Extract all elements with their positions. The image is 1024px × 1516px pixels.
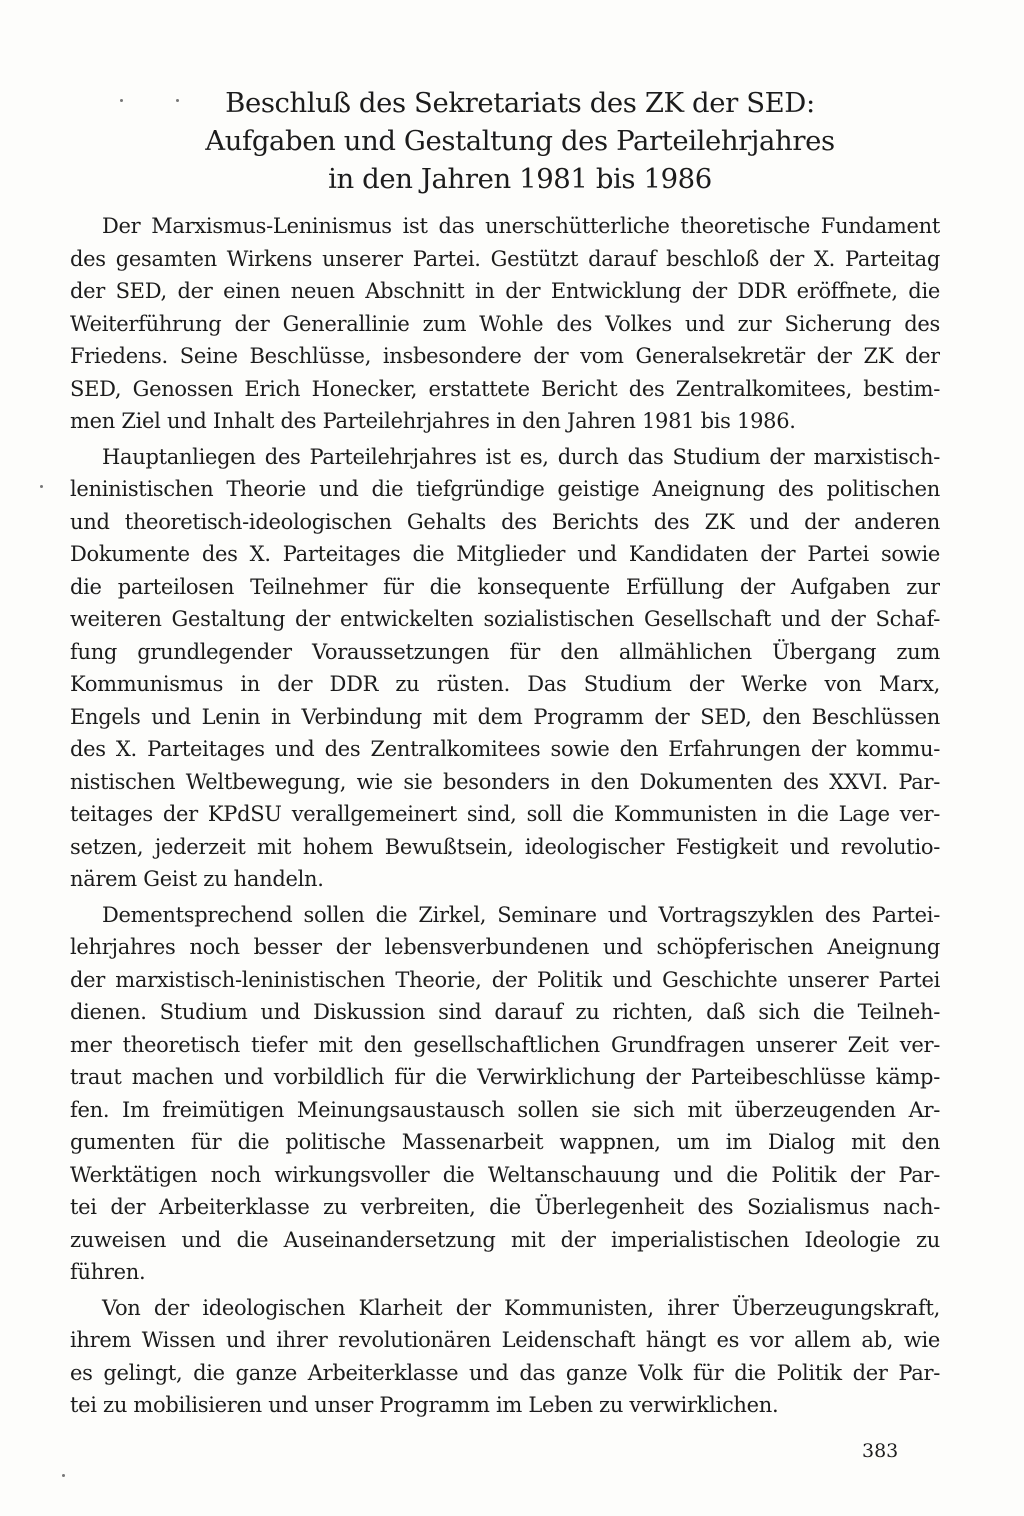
page-number: 383 xyxy=(862,1440,899,1462)
text-line: leninistischen Theorie und die tiefgründige geistige Aneignung des politischen xyxy=(70,477,940,501)
text-line: fen. Im freimütigen Meinungsaustausch sollen sie sich mit überzeugenden Ar- xyxy=(70,1097,940,1122)
text-line: SED, Genossen Erich Honecker, erstattete Bericht des Zentralkomitees, bestim- xyxy=(70,376,940,401)
text-line: und theoretisch-ideologischen Gehalts des Berichts des ZK und der anderen xyxy=(70,509,940,534)
text-line: des gesamten Wirkens unserer Partei. Gestützt darauf beschloß der X. Parteitag xyxy=(70,246,940,271)
text-line: dienen. Studium und Diskussion sind darauf zu richten, daß sich die Teilneh- xyxy=(70,1000,940,1024)
text-line: Engels und Lenin in Verbindung mit dem Programm der SED, den Beschlüssen xyxy=(70,704,940,729)
text-line: men Ziel und Inhalt des Parteilehrjahres in den Jahren 1981 bis 1986. xyxy=(70,409,796,433)
title-line-3: in den Jahren 1981 bis 1986 xyxy=(328,163,712,195)
text-line: traut machen und vorbildlich für die Verwirklichung der Parteibeschlüsse kämp- xyxy=(70,1065,940,1089)
text-line: des X. Parteitages und des Zentralkomitees sowie den Erfahrungen der kommu- xyxy=(70,737,940,761)
text-line: zuweisen und die Auseinandersetzung mit der imperialistischen Ideologie zu xyxy=(70,1227,940,1252)
paragraph-2 xyxy=(70,441,940,896)
text-line: der SED, der einen neuen Abschnitt in der Entwicklung der DDR eröffnete, die xyxy=(70,279,940,303)
text-line: teitages der KPdSU verallgemeinert sind, soll die Kommunisten in die Lage ver- xyxy=(70,802,940,826)
text-line: lehrjahres noch besser der lebensverbundenen und schöpferischen Aneignung xyxy=(70,935,940,959)
document-title xyxy=(150,84,890,198)
text-line: es gelingt, die ganze Arbeiterklasse und das ganze Volk für die Politik der Par- xyxy=(70,1360,940,1385)
text-line: setzen, jederzeit mit hohem Bewußtsein, ideologischer Festigkeit und revolutio- xyxy=(70,834,940,859)
text-line: fung grundlegender Voraussetzungen für den allmählichen Übergang zum xyxy=(70,639,940,664)
body-text xyxy=(70,210,940,1425)
text-line: Hauptanliegen des Parteilehrjahres ist es, durch das Studium der marxistisch- xyxy=(102,444,940,469)
text-line: nistischen Weltbewegung, wie sie besonders in den Dokumenten des XXVI. Par- xyxy=(70,769,940,794)
text-line: tei der Arbeiterklasse zu verbreiten, die Überlegenheit des Sozialismus nach- xyxy=(70,1195,940,1219)
text-line: tei zu mobilisieren und unser Programm im Leben zu verwirklichen. xyxy=(70,1393,779,1417)
text-line: Dokumente des X. Parteitages die Mitglieder und Kandidaten der Partei sowie xyxy=(70,542,940,566)
text-line: Von der ideologischen Klarheit der Kommunisten, ihrer Überzeugungskraft, xyxy=(102,1295,940,1320)
text-line: Weiterführung der Generallinie zum Wohle des Volkes und zur Sicherung des xyxy=(70,311,940,336)
text-line: der marxistisch-leninistischen Theorie, der Politik und Geschichte unserer Partei xyxy=(70,967,940,992)
text-line: ihrem Wissen und ihrer revolutionären Leidenschaft hängt es vor allem ab, wie xyxy=(70,1328,940,1352)
paragraph-3 xyxy=(70,899,940,1289)
text-line: führen. xyxy=(70,1260,146,1284)
text-line: die parteilosen Teilnehmer für die konsequente Erfüllung der Aufgaben zur xyxy=(70,574,940,599)
scan-speck xyxy=(62,1474,65,1477)
title-line-2: Aufgaben und Gestaltung des Parteilehrjahres xyxy=(205,125,835,157)
text-line: gumenten für die politische Massenarbeit wappnen, um im Dialog mit den xyxy=(70,1130,940,1154)
paragraph-4 xyxy=(70,1292,940,1422)
scan-speck xyxy=(40,485,43,488)
text-line: Friedens. Seine Beschlüsse, insbesondere der vom Generalsekretär der ZK der xyxy=(70,344,940,368)
text-line: mer theoretisch tiefer mit den gesellschaftlichen Grundfragen unserer Zeit ver- xyxy=(70,1032,940,1057)
text-line: Der Marxismus-Leninismus ist das unerschütterliche theoretische Fundament xyxy=(102,214,940,238)
text-line: Dementsprechend sollen die Zirkel, Seminare und Vortragszyklen des Partei- xyxy=(102,902,940,927)
scan-speck xyxy=(120,99,123,102)
paragraph-1 xyxy=(70,210,940,438)
title-line-1: Beschluß des Sekretariats des ZK der SED: xyxy=(225,87,815,119)
text-line: Werktätigen noch wirkungsvoller die Weltanschauung und die Politik der Par- xyxy=(70,1162,940,1187)
text-line: närem Geist zu handeln. xyxy=(70,867,324,891)
scan-speck xyxy=(176,99,179,102)
text-line: weiteren Gestaltung der entwickelten sozialistischen Gesellschaft und der Schaf- xyxy=(70,607,940,631)
text-line: Kommunismus in der DDR zu rüsten. Das Studium der Werke von Marx, xyxy=(70,672,940,696)
